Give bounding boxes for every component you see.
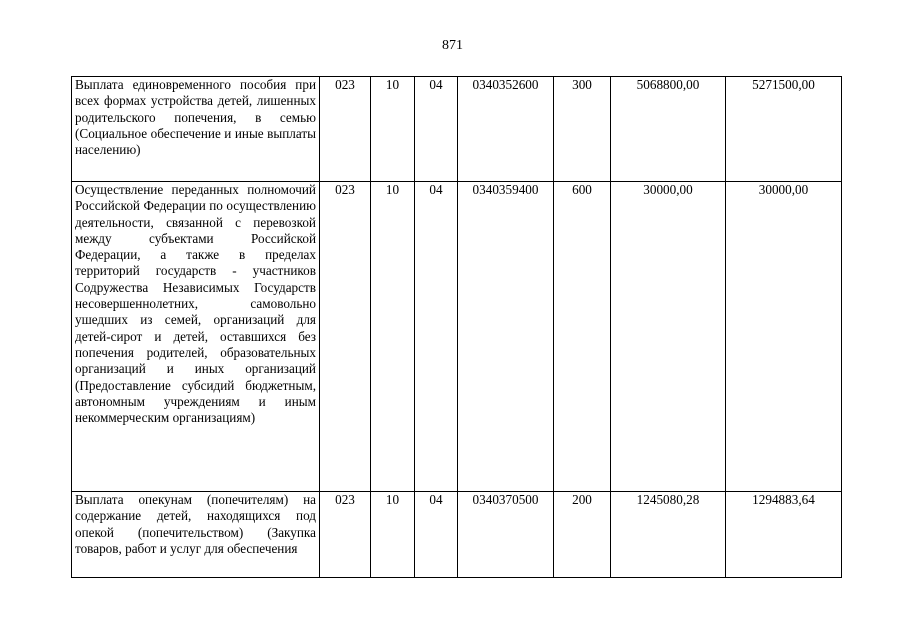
subsection-code: 04: [415, 77, 458, 182]
ministry-code: 023: [320, 182, 371, 492]
table-row: [72, 77, 842, 182]
target-item-code: 0340359400: [458, 182, 554, 492]
section-code: 10: [371, 492, 415, 578]
row-description: Выплата опекунам (попечителям) на содержание детей, находящихся под опекой (попечительством) (Закупка товаров, работ и услуг для обеспечения: [72, 492, 320, 578]
subsection-code: 04: [415, 182, 458, 492]
amount-year2: 5271500,00: [726, 77, 842, 182]
table-row: [72, 492, 842, 578]
amount-year1: 30000,00: [611, 182, 726, 492]
page-number: 871: [442, 38, 463, 53]
row-description: Осуществление переданных полномочий Российской Федерации по осуществлению деятельности, связанной с перевозкой между субъектами Российской Федерации, а также в пределах территорий государств - участников Содружества Независимых Государств несовершеннолетних, самовольно ушедших из семей, организаций для детей-сирот и детей, оставшихся без попечения родителей, образовательных организаций и иных организаций (Предоставление субсидий бюджетным, автономным учреждениям и иным некоммерческим организациям): [72, 182, 320, 492]
target-item-code: 0340352600: [458, 77, 554, 182]
section-code: 10: [371, 182, 415, 492]
expense-type-code: 300: [554, 77, 611, 182]
table-row: [72, 182, 842, 492]
amount-year2: 30000,00: [726, 182, 842, 492]
ministry-code: 023: [320, 77, 371, 182]
section-code: 10: [371, 77, 415, 182]
amount-year1: 5068800,00: [611, 77, 726, 182]
target-item-code: 0340370500: [458, 492, 554, 578]
expense-type-code: 200: [554, 492, 611, 578]
row-description: Выплата единовременного пособия при всех формах устройства детей, лишенных родительского попечения, в семью (Социальное обеспечение и иные выплаты населению): [72, 77, 320, 182]
amount-year2: 1294883,64: [726, 492, 842, 578]
expense-type-code: 600: [554, 182, 611, 492]
ministry-code: 023: [320, 492, 371, 578]
amount-year1: 1245080,28: [611, 492, 726, 578]
subsection-code: 04: [415, 492, 458, 578]
budget-table: [71, 76, 842, 578]
